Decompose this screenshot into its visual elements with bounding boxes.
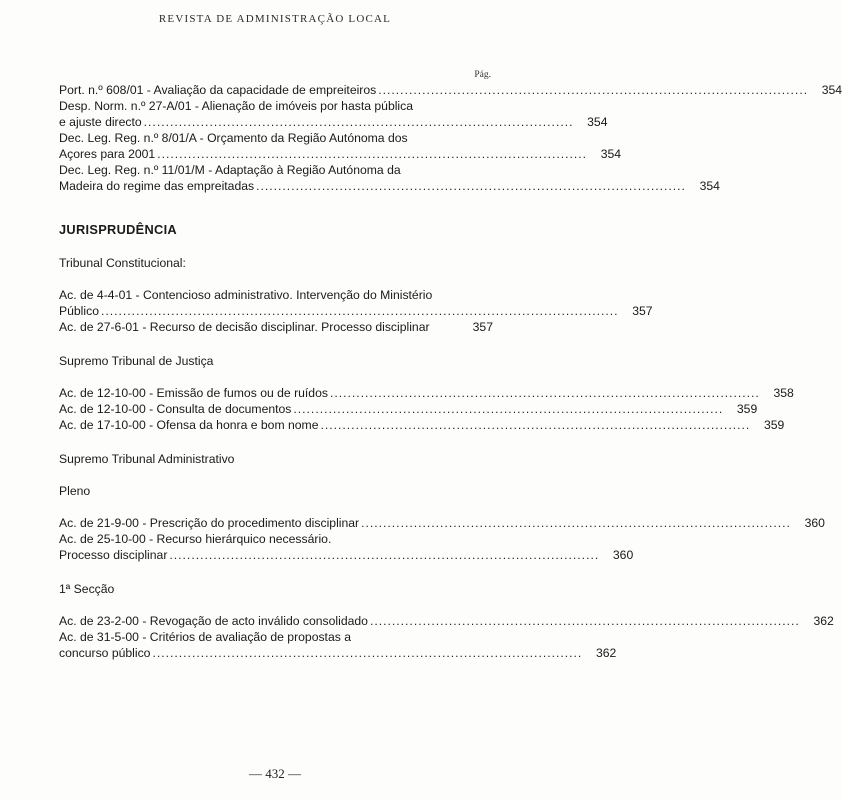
toc-entry [59, 385, 794, 401]
entry-page: 360 [612, 548, 634, 562]
leader-dots: .................................................................................................. [293, 402, 724, 416]
entry-page: 360 [804, 516, 825, 530]
toc-entry [59, 401, 758, 417]
toc-entry [59, 82, 842, 98]
legislation-list [59, 82, 842, 194]
entry-text: Ac. de 31-5-00 - Critérios de avaliação de propostas a [59, 630, 351, 644]
entry-text: Ac. de 4-4-01 - Contencioso administrativo. Intervenção do Ministério [59, 288, 433, 302]
sta-pleno-list [59, 515, 825, 563]
leader-dots: .................................................................................................. [329, 386, 760, 400]
entry-text: Ac. de 17-10-00 - Ofensa da honra e bom nome [59, 418, 319, 432]
court-title: Supremo Tribunal Administrativo [59, 452, 235, 466]
subsection-title: 1ª Secção [59, 582, 115, 596]
entry-text-continued: Processo disciplinar [59, 548, 168, 562]
toc-entry [59, 287, 653, 319]
toc-entry [59, 613, 834, 629]
leader-dots: .................................................................................................. [169, 548, 600, 562]
toc-entry [59, 130, 622, 162]
entry-text: Desp. Norm. n.º 27-A/01 - Alienação de imóveis por hasta pública [59, 99, 414, 113]
sta-seccao-list [59, 613, 834, 661]
tc-list [59, 287, 653, 335]
page-column-label: Pág. [474, 70, 491, 80]
entry-page: 362 [813, 614, 834, 628]
entry-page: 354 [821, 83, 842, 97]
entry-page: 359 [763, 418, 785, 432]
entry-page: 358 [773, 386, 794, 400]
leader-dots: .................................................................................................. [143, 115, 574, 129]
toc-entry [59, 319, 493, 335]
court-title: Tribunal Constitucional: [59, 256, 186, 270]
entry-page: 362 [595, 646, 617, 660]
entry-page: 357 [632, 304, 653, 318]
entry-text-continued: e ajuste directo [59, 115, 142, 129]
entry-text-continued: Madeira do regime das empreitadas [59, 179, 255, 193]
entry-text: Dec. Leg. Reg. n.º 11/01/M - Adaptação à Região Autónoma da [59, 163, 401, 177]
entry-text-continued: Açores para 2001 [59, 147, 156, 161]
entry-page: 357 [472, 320, 493, 334]
entry-text: Dec. Leg. Reg. n.º 8/01/A - Orçamento da Região Autónoma dos [59, 131, 408, 145]
toc-entry [59, 162, 720, 194]
court-title: Supremo Tribunal de Justiça [59, 354, 214, 368]
entry-text-continued: Público [59, 304, 99, 318]
entry-text: Ac. de 12-10-00 - Emissão de fumos ou de ruídos [59, 386, 328, 400]
leader-dots: ...................................................................................................................... [100, 304, 619, 318]
running-head: REVISTA DE ADMINISTRAÇÃO LOCAL [158, 13, 392, 25]
entry-text-continued: concurso público [59, 646, 151, 660]
leader-dots: .................................................................................................. [369, 614, 800, 628]
entry-text: Port. n.º 608/01 - Avaliação da capacidade de empreiteiros [59, 83, 377, 97]
entry-page: 354 [600, 147, 622, 161]
toc-entry [59, 98, 608, 130]
entry-text: Ac. de 25-10-00 - Recurso hierárquico necessário. [59, 532, 332, 546]
toc-entry [59, 515, 825, 531]
entry-page: 359 [736, 402, 758, 416]
entry-text: Ac. de 23-2-00 - Revogação de acto inválido consolidado [59, 614, 368, 628]
section-heading: JURISPRUDÊNCIA [59, 222, 177, 237]
entry-text: Ac. de 21-9-00 - Prescrição do procedimento disciplinar [59, 516, 360, 530]
toc-page [59, 68, 842, 661]
toc-entry [59, 629, 617, 661]
subsection-title: Pleno [59, 484, 91, 498]
leader-dots: .................................................................................................. [361, 516, 791, 530]
leader-dots: .................................................................................................. [157, 147, 588, 161]
leader-dots: .................................................................................................. [320, 418, 751, 432]
entry-text: Ac. de 27-6-01 - Recurso de decisão disciplinar. Processo disciplinar [59, 320, 430, 334]
entry-page: 354 [587, 115, 608, 129]
stj-list [59, 385, 794, 433]
toc-entry [59, 531, 634, 563]
leader-dots: .................................................................................................. [378, 83, 809, 97]
leader-dots: .................................................................................................. [152, 646, 583, 660]
toc-entry [59, 417, 785, 433]
entry-page: 354 [699, 179, 720, 193]
entry-text: Ac. de 12-10-00 - Consulta de documentos [59, 402, 292, 416]
page-number: — 432 — [249, 766, 301, 781]
leader-dots: .................................................................................................. [256, 179, 686, 193]
